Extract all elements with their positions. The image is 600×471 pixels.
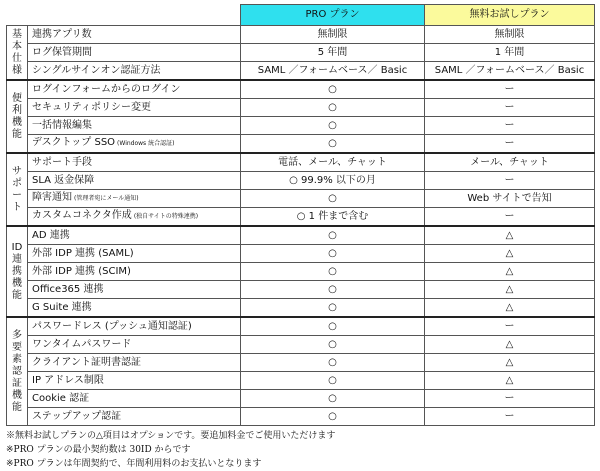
feature-note: (独自サイトの特殊連携) <box>133 213 199 220</box>
feature-cell <box>28 281 241 299</box>
table-row <box>7 372 595 390</box>
feature-cell <box>28 44 241 62</box>
group-label: 基本仕様 <box>7 26 28 81</box>
plan-comparison <box>6 4 594 471</box>
table-row <box>7 354 595 372</box>
trial-value: 1 年間 <box>425 44 595 62</box>
pro-value: ○ <box>241 317 425 336</box>
table-row <box>7 226 595 245</box>
pro-value: ○ 1 件まで含む <box>241 208 425 227</box>
table-row <box>7 99 595 117</box>
pro-value: 電話、メール、チャット <box>241 153 425 172</box>
feature-name: デスクトップ SSO <box>32 137 116 148</box>
group-label: 便利機能 <box>7 80 28 153</box>
trial-value: △ <box>425 372 595 390</box>
pro-value: ○ <box>241 372 425 390</box>
table-row <box>7 299 595 318</box>
pro-value: ○ <box>241 281 425 299</box>
feature-name: クライアント証明書認証 <box>32 356 141 368</box>
table-row <box>7 208 595 227</box>
feature-cell <box>28 408 241 426</box>
pro-value: ○ <box>241 408 425 426</box>
feature-name: カスタムコネクタ作成 <box>32 210 132 221</box>
trial-value: 無制限 <box>425 26 595 44</box>
feature-cell <box>28 317 241 336</box>
pro-value: ○ <box>241 226 425 245</box>
table-row <box>7 172 595 190</box>
pro-value: SAML ／フォームベース／ Basic <box>241 62 425 81</box>
feature-name: 連携アプリ数 <box>32 28 92 40</box>
footnote: ※PRO プランは年間契約で、年間利用料のお支払いとなります <box>6 459 262 469</box>
feature-cell <box>28 263 241 281</box>
pro-value: ○ <box>241 263 425 281</box>
feature-cell <box>28 336 241 354</box>
table-row <box>7 336 595 354</box>
feature-cell <box>28 299 241 318</box>
trial-value: △ <box>425 354 595 372</box>
feature-cell <box>28 80 241 99</box>
table-row <box>7 117 595 135</box>
feature-name: ステップアップ認証 <box>32 410 122 422</box>
table-row <box>7 263 595 281</box>
feature-name: ログインフォームからのログイン <box>32 83 181 95</box>
feature-name: Cookie 認証 <box>32 392 90 404</box>
feature-cell <box>28 226 241 245</box>
trial-value: ー <box>425 408 595 426</box>
pro-value: ○ <box>241 117 425 135</box>
trial-value: ー <box>425 117 595 135</box>
table-row <box>7 190 595 208</box>
trial-value: ー <box>425 172 595 190</box>
feature-cell <box>28 190 241 208</box>
trial-value: Web サイトで告知 <box>425 190 595 208</box>
feature-cell <box>28 153 241 172</box>
feature-name: 一括情報編集 <box>32 119 92 131</box>
feature-name: G Suite 連携 <box>32 301 92 313</box>
comparison-body <box>7 26 595 426</box>
trial-value: ー <box>425 208 595 227</box>
table-row <box>7 153 595 172</box>
feature-note: (Windows 統合認証) <box>117 140 175 147</box>
trial-value: SAML ／フォームベース／ Basic <box>425 62 595 81</box>
feature-name: 障害通知 <box>32 192 72 203</box>
comparison-table <box>6 4 595 426</box>
pro-value: ○ 99.9% 以下の月 <box>241 172 425 190</box>
feature-name: Office365 連携 <box>32 283 104 295</box>
pro-value: ○ <box>241 135 425 154</box>
trial-value: ー <box>425 317 595 336</box>
trial-plan-header: 無料お試しプラン <box>425 5 595 26</box>
pro-value: 5 年間 <box>241 44 425 62</box>
feature-name: ワンタイムパスワード <box>32 338 132 350</box>
trial-value: ー <box>425 135 595 154</box>
trial-value: ー <box>425 80 595 99</box>
table-row <box>7 281 595 299</box>
footnotes <box>6 429 594 471</box>
feature-cell <box>28 62 241 81</box>
feature-cell <box>28 372 241 390</box>
feature-cell <box>28 208 241 227</box>
feature-cell <box>28 390 241 408</box>
feature-name: パスワードレス (プッシュ通知認証) <box>32 320 192 332</box>
feature-name: IP アドレス制限 <box>32 374 104 386</box>
feature-name: サポート手段 <box>32 156 92 168</box>
table-row <box>7 408 595 426</box>
feature-name: ログ保管期間 <box>32 46 92 58</box>
table-row <box>7 135 595 154</box>
trial-value: メール、チャット <box>425 153 595 172</box>
pro-value: ○ <box>241 99 425 117</box>
table-row <box>7 245 595 263</box>
group-label: 多要素認証機能 <box>7 317 28 426</box>
group-label: サポート <box>7 153 28 226</box>
table-row <box>7 62 595 81</box>
trial-value: △ <box>425 245 595 263</box>
feature-cell <box>28 117 241 135</box>
feature-name: 外部 IDP 連携 (SCIM) <box>32 265 131 277</box>
feature-cell <box>28 26 241 44</box>
pro-value: ○ <box>241 245 425 263</box>
header-row <box>7 5 595 26</box>
pro-value: ○ <box>241 390 425 408</box>
trial-value: ー <box>425 99 595 117</box>
feature-name: AD 連携 <box>32 229 70 241</box>
trial-value: △ <box>425 299 595 318</box>
pro-value: ○ <box>241 190 425 208</box>
feature-cell <box>28 99 241 117</box>
trial-value: △ <box>425 226 595 245</box>
table-row <box>7 390 595 408</box>
trial-value: △ <box>425 336 595 354</box>
feature-name: シングルサインオン認証方法 <box>32 64 161 76</box>
trial-value: △ <box>425 263 595 281</box>
pro-value: ○ <box>241 299 425 318</box>
feature-name: SLA 返金保障 <box>32 174 95 186</box>
trial-value: △ <box>425 281 595 299</box>
trial-value: ー <box>425 390 595 408</box>
pro-plan-header: PRO プラン <box>241 5 425 26</box>
pro-value: 無制限 <box>241 26 425 44</box>
group-label: ID連携機能 <box>7 226 28 317</box>
table-row <box>7 80 595 99</box>
table-row <box>7 44 595 62</box>
table-row <box>7 317 595 336</box>
feature-cell <box>28 354 241 372</box>
feature-note: (管理者宛にメール通知) <box>74 195 139 202</box>
header-blank <box>7 5 241 26</box>
footnote: ※PRO プランの最小契約数は 30ID からです <box>6 445 191 455</box>
feature-cell <box>28 172 241 190</box>
pro-value: ○ <box>241 336 425 354</box>
footnote: ※無料お試しプランの△項目はオプションです。要追加料金でご使用いただけます <box>6 431 336 441</box>
feature-name: 外部 IDP 連携 (SAML) <box>32 247 134 259</box>
pro-value: ○ <box>241 80 425 99</box>
table-row <box>7 26 595 44</box>
feature-cell <box>28 135 241 154</box>
feature-name: セキュリティポリシー変更 <box>32 101 151 113</box>
feature-cell <box>28 245 241 263</box>
pro-value: ○ <box>241 354 425 372</box>
